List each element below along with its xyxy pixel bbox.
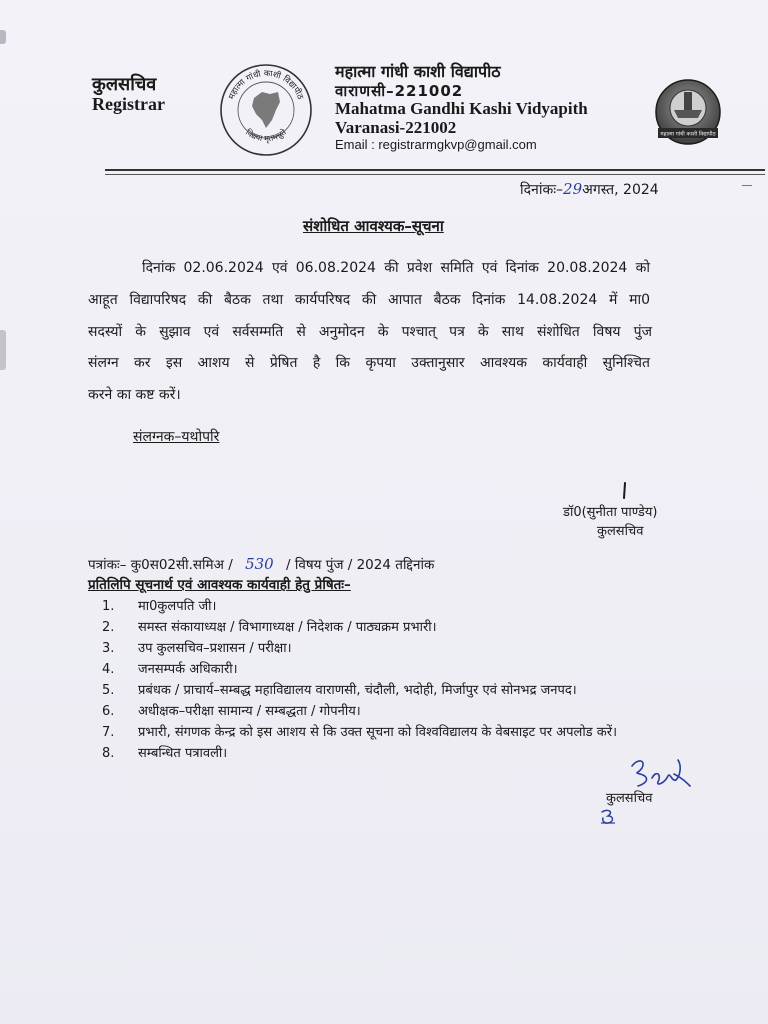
university-city-english: Varanasi-221002 [335,118,457,137]
seal-bottom-text: विद्यया मृतमश्नुते [244,127,289,144]
list-item-number: 2. [102,620,115,635]
list-item [102,680,702,701]
body-line: सदस्यों के सुझाव एवं सर्वसम्मति से अनुमोदन के पश्चात् पत्र के साथ संशोधित विषय पुंज [88,324,652,340]
body-line: दिनांक 02.06.2024 एवं 06.08.2024 की प्रवेश समिति एवं दिनांक 20.08.2024 को [142,260,650,276]
date-day-handwritten: 29 [563,180,583,198]
header-divider-bottom [105,174,765,175]
registrar-title-english: Registrar [92,94,165,114]
seal-top-text: महात्मा गांधी काशी विद्यापीठ [226,67,306,101]
signatory-name: डॉ0(सुनीता पाण्डेय) [563,505,658,520]
list-item-number: 7. [102,725,115,740]
date-label: दिनांकः– [520,182,564,198]
list-item-text: समस्त संकायाध्यक्ष / विभागाध्यक्ष / निदेशक / पाठ्यक्रम प्रभारी। [138,620,437,635]
reference-number-handwritten: 530 [245,555,274,573]
list-item-text: अधीक्षक–परीक्षा सामान्य / सम्बद्धता / गोपनीय। [138,704,361,719]
university-email: Email : registrarmgkvp@gmail.com [335,137,537,152]
list-item [102,722,702,743]
enclosure-note: संलग्नक–यथोपरि [133,429,220,445]
reference-suffix: / विषय पुंज / 2024 तद्दिनांक [286,557,435,573]
list-item-number: 4. [102,662,115,677]
list-item-number: 6. [102,704,115,719]
cc-list [102,596,702,764]
university-seal [218,62,314,158]
body-line: संलग्न कर इस आशय से प्रेषित है कि कृपया उक्तानुसार आवश्यक कार्यवाही सुनिश्चित [88,355,650,371]
list-item [102,638,702,659]
list-item [102,701,702,722]
reference-prefix: पत्रांकः– कु0स02सी.समिअ / [88,557,233,573]
list-item-text: उप कुलसचिव–प्रशासन / परीक्षा। [138,641,292,656]
list-item-number: 8. [102,746,115,761]
university-emblem [652,78,724,150]
emblem-banner-text: महात्मा गांधी काशी विद्यापीठ [660,131,716,138]
date-month-year: अगस्त, 2024 [582,182,659,198]
list-item [102,596,702,617]
university-name-hindi: महात्मा गांधी काशी विद्यापीठ [335,62,501,81]
signature-mark [620,482,630,504]
list-item-text: सम्बन्धित पत्रावली। [138,746,228,761]
letter-reference [88,555,434,573]
handwritten-initial [598,806,618,830]
notice-subject: संशोधित आवश्यक–सूचना [303,217,444,235]
registrar-title-hindi: कुलसचिव [92,74,157,95]
footer-signatory-designation: कुलसचिव [606,791,653,806]
list-item [102,659,702,680]
body-line: आहूत विद्यापरिषद की बैठक तथा कार्यपरिषद की आपात बैठक दिनांक 14.08.2024 में मा0 [88,292,650,308]
list-item [102,617,702,638]
cc-heading: प्रतिलिपि सूचनार्थ एवं आवश्यक कार्यवाही हेतु प्रेषितः– [88,577,351,593]
list-item-number: 5. [102,683,115,698]
list-item-text: प्रबंधक / प्राचार्य–सम्बद्ध महाविद्यालय वाराणसी, चंदौली, भदोही, मिर्जापुर एवं सोनभद्र जनपद। [138,683,577,698]
list-item [102,743,702,764]
list-item-text: प्रभारी, संगणक केन्द्र को इस आशय से कि उक्त सूचना को विश्वविद्यालय के वेबसाइट पर अपलोड करें। [138,725,617,740]
list-item-text: जनसम्पर्क अधिकारी। [138,662,238,677]
list-item-number: 3. [102,641,115,656]
margin-tick [742,185,752,186]
signatory-designation: कुलसचिव [597,524,644,539]
punch-mark [0,30,6,44]
list-item-number: 1. [102,599,115,614]
punch-mark [0,330,6,370]
body-line: करने का कष्ट करें। [88,387,181,403]
svg-text:विद्यया मृतमश्नुते [244,127,288,145]
letter-date [520,180,659,199]
list-item-text: मा0कुलपति जी। [138,599,217,614]
university-name-english: Mahatma Gandhi Kashi Vidyapith [335,99,588,118]
university-city-hindi: वाराणसी–221002 [335,82,464,100]
header-divider-top [105,169,765,171]
